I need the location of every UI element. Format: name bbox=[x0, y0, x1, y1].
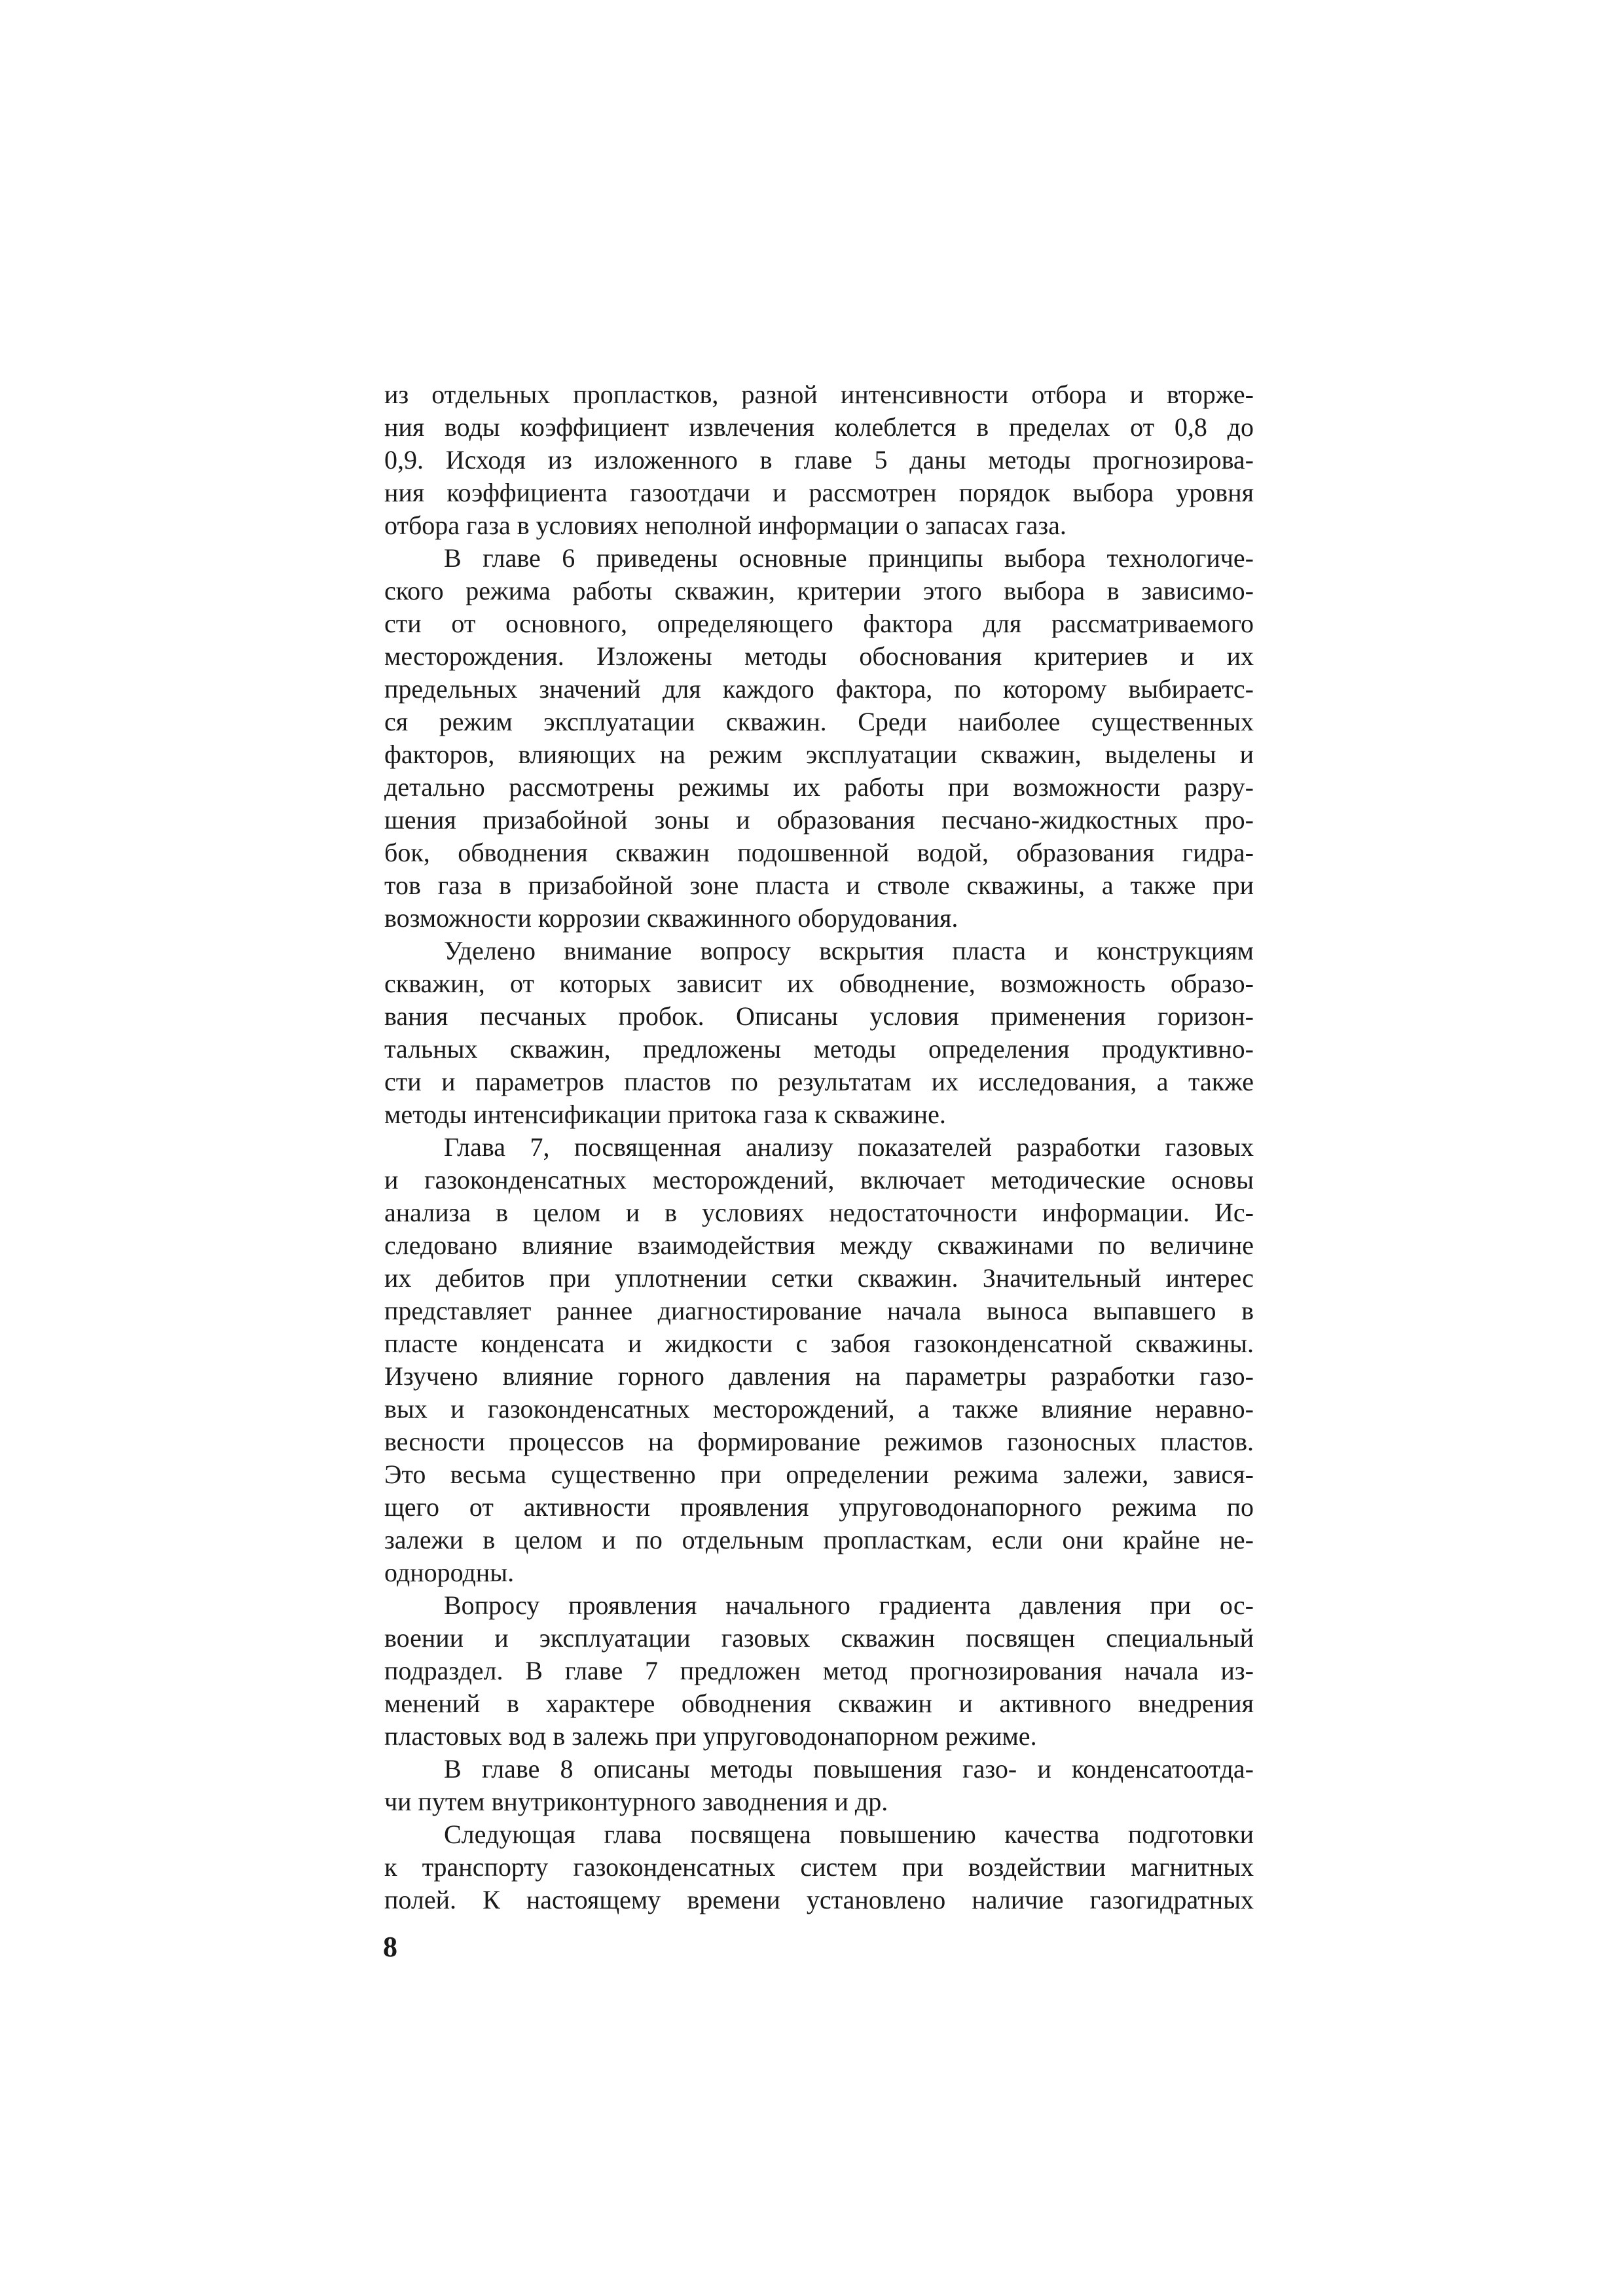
text-line: воении и эксплуатации газовых скважин посвящен специальный bbox=[384, 1623, 1254, 1653]
text-line: шения призабойной зоны и образования песчано-жидкостных про- bbox=[384, 805, 1254, 834]
text-line: сти и параметров пластов по результатам их исследования, а также bbox=[384, 1067, 1254, 1096]
text-line: следовано влияние взаимодействия между скважинами по величине bbox=[384, 1230, 1254, 1260]
text-line: менений в характере обводнения скважин и активного внедрения bbox=[384, 1689, 1254, 1718]
text-line: Глава 7, посвященная анализу показателей разработки газовых bbox=[444, 1132, 1254, 1162]
text-line: тов газа в призабойной зоне пласта и стволе скважины, а также при bbox=[384, 870, 1254, 900]
text-line: ского режима работы скважин, критерии этого выбора в зависимо- bbox=[384, 576, 1254, 605]
text-line: вания песчаных пробок. Описаны условия применения горизон- bbox=[384, 1001, 1254, 1031]
paragraph bbox=[384, 542, 1254, 935]
text-line: их дебитов при уплотнении сетки скважин. Значительный интерес bbox=[384, 1263, 1254, 1293]
text-line: Уделено внимание вопросу вскрытия пласта и конструкциям bbox=[444, 936, 1254, 965]
paragraph bbox=[384, 1753, 1254, 1818]
text-line: ния коэффициента газоотдачи и рассмотрен порядок выбора уровня bbox=[384, 478, 1254, 507]
text-line: чи путем внутриконтурного заводнения и др. bbox=[384, 1787, 888, 1816]
text-line: Изучено влияние горного давления на параметры разработки газо- bbox=[384, 1361, 1254, 1391]
paragraph bbox=[384, 935, 1254, 1131]
text-line: анализа в целом и в условиях недостаточности информации. Ис- bbox=[384, 1198, 1254, 1227]
text-line: ся режим эксплуатации скважин. Среди наиболее существенных bbox=[384, 707, 1254, 736]
text-line: Вопросу проявления начального градиента давления при ос- bbox=[444, 1590, 1254, 1620]
text-line: факторов, влияющих на режим эксплуатации скважин, выделены и bbox=[384, 740, 1254, 769]
text-line: пластовых вод в залежь при упруговодонапорном режиме. bbox=[384, 1721, 1037, 1751]
text-line: и газоконденсатных месторождений, включает методические основы bbox=[384, 1165, 1254, 1194]
text-line: детально рассмотрены режимы их работы при возможности разру- bbox=[384, 772, 1254, 802]
text-line: к транспорту газоконденсатных систем при воздействии магнитных bbox=[384, 1852, 1254, 1882]
text-line: пласте конденсата и жидкости с забоя газоконденсатной скважины. bbox=[384, 1329, 1254, 1358]
text-line: щего от активности проявления упруговодонапорного режима по bbox=[384, 1492, 1254, 1522]
text-line: месторождения. Изложены методы обоснования критериев и их bbox=[384, 641, 1254, 671]
text-line: В главе 8 описаны методы повышения газо- и конденсатоотда- bbox=[444, 1754, 1254, 1784]
text-line: вых и газоконденсатных месторождений, а также влияние неравно- bbox=[384, 1394, 1254, 1424]
text-line: Следующая глава посвящена повышению качества подготовки bbox=[444, 1820, 1254, 1849]
text-line: возможности коррозии скважинного оборудования. bbox=[384, 903, 958, 933]
text-line: ния воды коэффициент извлечения колеблется в пределах от 0,8 до bbox=[384, 412, 1254, 442]
text-line: бок, обводнения скважин подошвенной водой, образования гидра- bbox=[384, 838, 1254, 867]
text-line: предельных значений для каждого фактора, по которому выбираетc- bbox=[384, 674, 1254, 704]
paragraph bbox=[384, 1818, 1254, 1916]
paragraph bbox=[384, 1589, 1254, 1753]
text-line: подраздел. В главе 7 предложен метод прогнозирования начала из- bbox=[384, 1656, 1254, 1685]
text-line: залежи в целом и по отдельным пропласткам, если они крайне не- bbox=[384, 1525, 1254, 1554]
page-number: 8 bbox=[383, 1931, 397, 1963]
text-line: В главе 6 приведены основные принципы выбора технологиче- bbox=[444, 543, 1254, 573]
text-line: методы интенсификации притока газа к скважине. bbox=[384, 1100, 946, 1129]
text-line: сти от основного, определяющего фактора для рассматриваемого bbox=[384, 609, 1254, 638]
text-line: из отдельных пропластков, разной интенсивности отбора и вторже- bbox=[384, 380, 1254, 409]
body-text bbox=[384, 378, 1254, 1916]
text-line: представляет раннее диагностирование начала выноса выпавшего в bbox=[384, 1296, 1254, 1325]
text-line: Это весьма существенно при определении режима залежи, завися- bbox=[384, 1460, 1254, 1489]
text-line: отбора газа в условиях неполной информации о запасах газа. bbox=[384, 511, 1067, 540]
text-line: однородны. bbox=[384, 1558, 515, 1587]
text-line: тальных скважин, предложены методы определения продуктивно- bbox=[384, 1034, 1254, 1064]
text-line: весности процессов на формирование режимов газоносных пластов. bbox=[384, 1427, 1254, 1456]
text-line: 0,9. Исходя из изложенного в главе 5 даны методы прогнозирова- bbox=[384, 445, 1254, 475]
text-line: полей. К настоящему времени установлено наличие газогидратных bbox=[384, 1885, 1254, 1914]
paragraph bbox=[384, 1131, 1254, 1589]
text-line: скважин, от которых зависит их обводнение, возможность образо- bbox=[384, 969, 1254, 998]
paragraph bbox=[384, 378, 1254, 542]
